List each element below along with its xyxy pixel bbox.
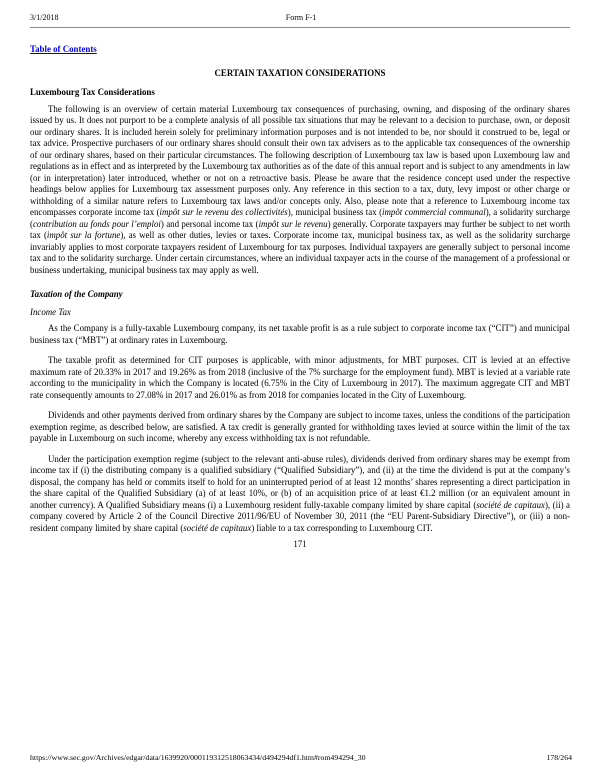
footer-url: https://www.sec.gov/Archives/edgar/data/1639920/000119312518063434/d494294df1.htm#rom494294_30 [30,753,366,762]
section-heading-luxembourg-tax: Luxembourg Tax Considerations [30,87,155,97]
footer-page-indicator: 178/264 [546,753,572,762]
paragraph-dividends-income-taxes: Dividends and other payments derived from ordinary shares by the Company are subject to income taxes, unless the conditions of the participation exemption regime, as described below, are satisfied. A tax credit is generally granted for withholding taxes levied at source within the limit of the tax payable in Luxembourg on such income, whereby any excess withholding tax is not refundable. [30,410,570,443]
form-title: Form F-1 [285,13,317,22]
paragraph-overview: The following is an overview of certain material Luxembourg tax consequences of purchasing, owning, and disposing of the ordinary shares issued by us. It does not purport to be a complete analysis of all possible tax situations that may be relevant to a decision to purchase, own, or deposit our ordinary shares. It is included herein solely for preliminary information purposes and is not intended to be, nor should it construed to be, legal or tax advice. Prospective purchasers of our ordinary shares should consult their own tax advisers as to the applicable tax consequences of the ownership of our ordinary shares, based on their particular circumstances. The following description of Luxembourg tax law is based upon Luxembourg law and regulations as in effect and as interpreted by the Luxembourg tax authorities as of the date of this annual report and is subject to any amendments in law (or in interpretation) later introduced, whether or not on a retroactive basis. Please be aware that the residence concept used under the respective headings below applies for Luxembourg tax assessment purposes only. Any reference in this section to a tax, duty, levy impost or other charge or withholding of a similar nature refers to Luxembourg tax laws and/or concepts only. Also, please note that a reference to Luxembourg income tax encompasses corporate income tax (impôt sur le revenu des collectivités), municipal business tax (impôt commercial communal), a solidarity surcharge (contribution au fonds pour l’emploi) and personal income tax (impôt sur le revenu) generally. Corporate taxpayers may further be subject to net worth tax (impôt sur la fortune), as well as other duties, levies or taxes. Corporate income tax, municipal business tax, as well as the solidarity surcharge invariably applies to most corporate taxpayers resident of Luxembourg for tax purposes. Individual taxpayers are generally subject to personal income tax and to the solidarity surcharge. Under certain circumstances, where an individual taxpayer acts in the course of the management of a professional or business undertaking, municipal business tax may apply as well. [30,103,570,275]
paragraph-participation-exemption: Under the participation exemption regime (subject to the relevant anti-abuse rules), dividends derived from ordinary shares may be exempt from income tax if (i) the distributing company is a qualified subsidiary (“Qualified Subsidiary”), and (ii) at the time the dividend is put at the company’s disposal, the company has held or commits itself to hold for an uninterrupted period of at least 12 months’ shares representing a direct participation in the share capital of the Qualified Subsidiary (a) of at least 10%, or (b) of an acquisition price of at least €1.2 million (or an equivalent amount in another currency). A Qualified Subsidiary means (i) a Luxembourg resident fully-taxable company limited by share capital (société de capitaux), (ii) a company covered by Article 2 of the Council Directive 2011/96/EU of November 30, 2011 (the “EU Parent-Subsidiary Directive”), or (iii) a non-resident company limited by share capital (société de capitaux) liable to a tax corresponding to Luxembourg CIT. [30,453,570,533]
document-title: CERTAIN TAXATION CONSIDERATIONS [214,67,386,78]
paragraph-cit-mbt-intro: As the Company is a fully-taxable Luxembourg company, its net taxable profit is as a rule subject to corporate income tax (“CIT”) and municipal business tax (“MBT”) at ordinary rates in Luxembourg. [30,323,570,345]
print-header [30,13,572,25]
document-content [30,44,570,551]
print-footer [30,753,572,762]
subsection-heading-taxation-of-company: Taxation of the Company [30,289,123,299]
header-rule [30,27,570,28]
print-date: 3/1/2018 [30,13,59,22]
table-of-contents-link[interactable]: Table of Contents [30,44,97,54]
subsubsection-heading-income-tax: Income Tax [30,306,71,317]
page-number: 171 [293,539,307,549]
paragraph-taxable-profit-rates: The taxable profit as determined for CIT purposes is applicable, with minor adjustments, for MBT purposes. CIT is levied at an effective maximum rate of 20.33% in 2017 and 19.26% as from 2018 (inclusive of the 7% surcharge for the employment fund). MBT is levied at a variable rate according to the municipality in which the Company is located (6.75% in the City of Luxembourg in 2017). The maximum aggregate CIT and MBT rate consequently amounts to 27.08% in 2017 and 26.01% as from 2018 for companies located in the City of Luxembourg. [30,355,570,400]
